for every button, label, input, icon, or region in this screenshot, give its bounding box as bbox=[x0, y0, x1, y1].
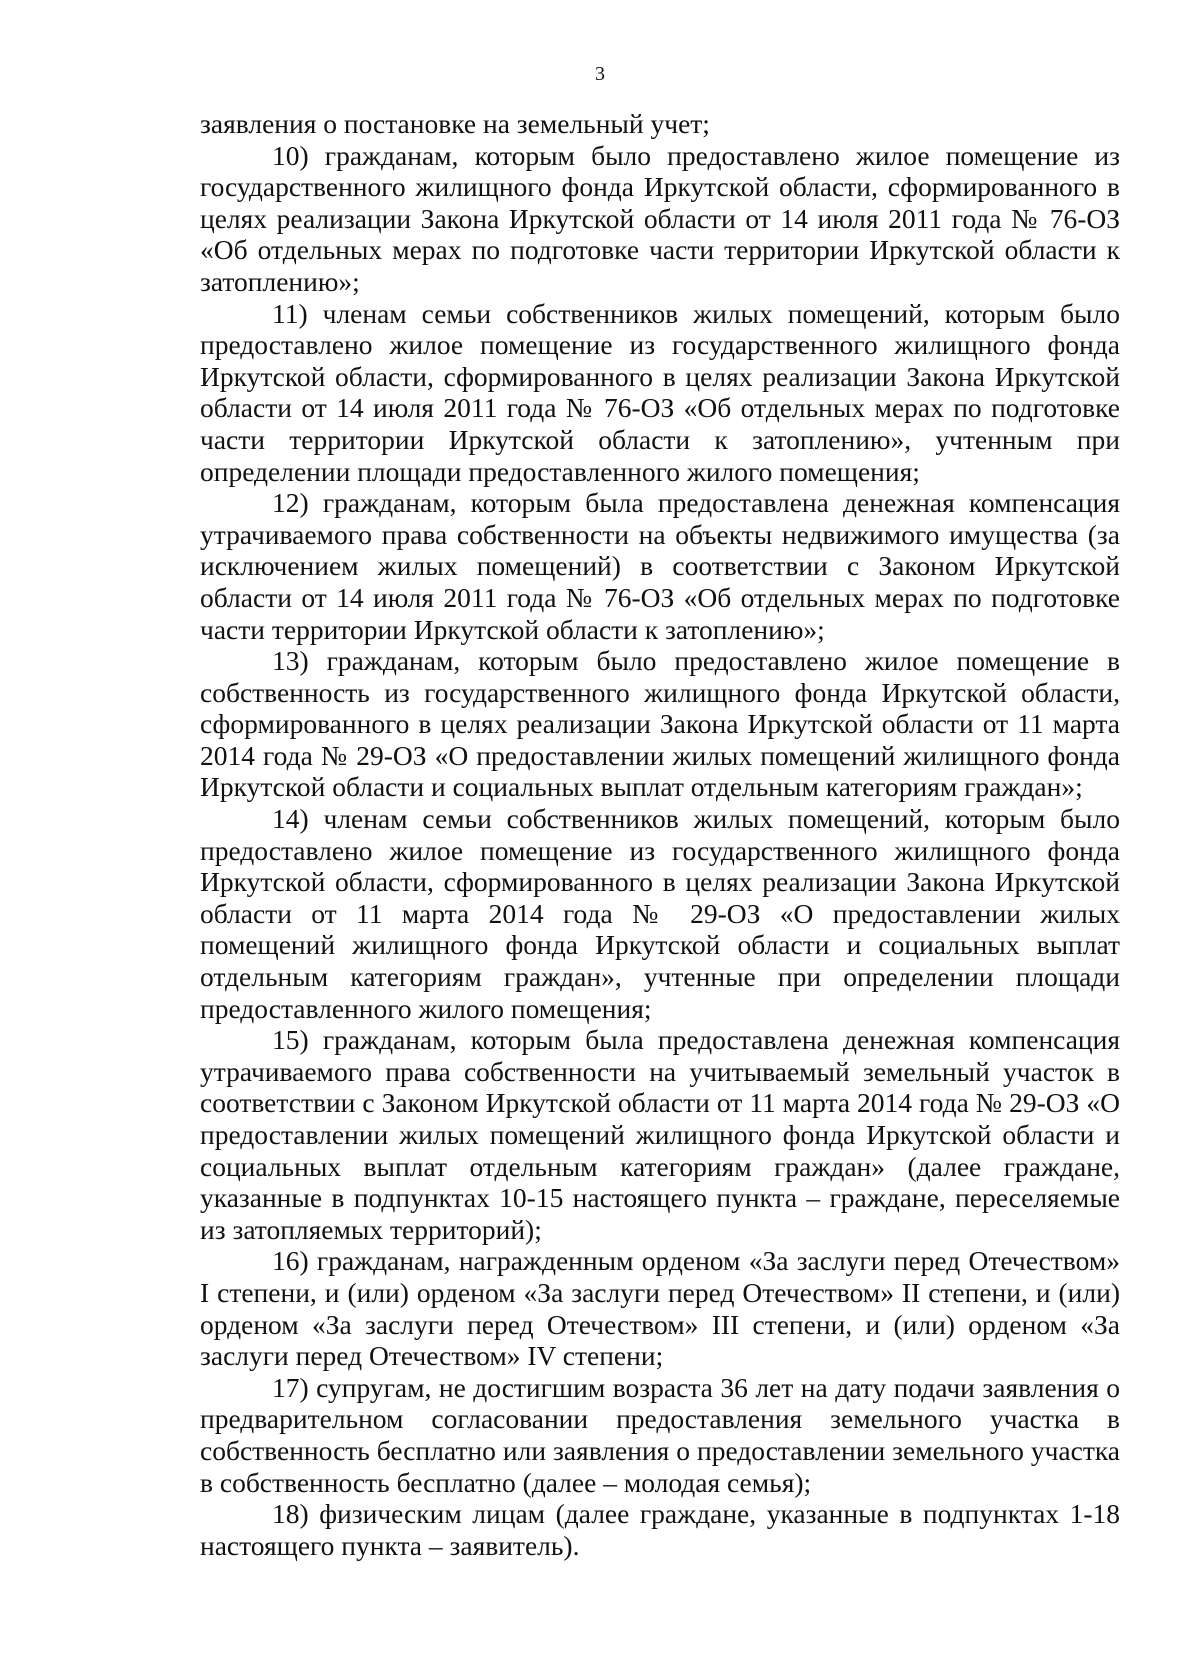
paragraph-item-18: 18) физическим лицам (далее граждане, указанные в подпунктах 1-18 настоящего пункта – заявитель). bbox=[200, 1498, 1120, 1561]
paragraph-item-13: 13) гражданам, которым было предоставлено жилое помещение в собственность из государственного жилищного фонда Иркутской области, сформированного в целях реализации Закона Иркутской области от 11 марта 2014 года № 29-ОЗ «О предоставлении жилых помещений жилищного фонда Иркутской области и социальных выплат отдельным категориям граждан»; bbox=[200, 645, 1120, 803]
paragraph-item-17: 17) супругам, не достигшим возраста 36 лет на дату подачи заявления о предварительном согласовании предоставления земельного участка в собственность бесплатно или заявления о предоставлении земельного участка в собственность бесплатно (далее – молодая семья); bbox=[200, 1371, 1120, 1498]
paragraph-item-12: 12) гражданам, которым была предоставлена денежная компенсация утрачиваемого права собственности на объекты недвижимого имущества (за исключением жилых помещений) в соответствии с Законом Иркутской области от 14 июля 2011 года № 76-ОЗ «Об отдельных мерах по подготовке части территории Иркутской области к затоплению»; bbox=[200, 487, 1120, 645]
paragraph-item-15: 15) гражданам, которым была предоставлена денежная компенсация утрачиваемого права собственности на учитываемый земельный участок в соответствии с Законом Иркутской области от 11 марта 2014 года № 29-ОЗ «О предоставлении жилых помещений жилищного фонда Иркутской области и социальных выплат отдельным категориям граждан» (далее граждане, указанные в подпунктах 10-15 настоящего пункта – граждане, переселяемые из затопляемых территорий); bbox=[200, 1024, 1120, 1245]
document-body bbox=[200, 108, 1120, 1561]
paragraph-item-10: 10) гражданам, которым было предоставлено жилое помещение из государственного жилищного фонда Иркутской области, сформированного в целях реализации Закона Иркутской области от 14 июля 2011 года № 76-ОЗ «Об отдельных мерах по подготовке части территории Иркутской области к затоплению»; bbox=[200, 139, 1120, 297]
paragraph-item-16: 16) гражданам, награжденным орденом «За заслуги перед Отечеством» I степени, и (или) орденом «За заслуги перед Отечеством» II степени, и (или) орденом «За заслуги перед Отечеством» III степени, и (или) орденом «За заслуги перед Отечеством» IV степени; bbox=[200, 1245, 1120, 1372]
paragraph-item-11: 11) членам семьи собственников жилых помещений, которым было предоставлено жилое помещение из государственного жилищного фонда Иркутской области, сформированного в целях реализации Закона Иркутской области от 14 июля 2011 года № 76-ОЗ «Об отдельных мерах по подготовке части территории Иркутской области к затоплению», учтенным при определении площади предоставленного жилого помещения; bbox=[200, 297, 1120, 487]
paragraph-continuation: заявления о постановке на земельный учет; bbox=[200, 108, 710, 139]
page-number: 3 bbox=[595, 63, 605, 85]
paragraph-item-14: 14) членам семьи собственников жилых помещений, которым было предоставлено жилое помещение из государственного жилищного фонда Иркутской области, сформированного в целях реализации Закона Иркутской области от 11 марта 2014 года № 29-ОЗ «О предоставлении жилых помещений жилищного фонда Иркутской области и социальных выплат отдельным категориям граждан», учтенные при определении площади предоставленного жилого помещения; bbox=[200, 803, 1120, 1024]
